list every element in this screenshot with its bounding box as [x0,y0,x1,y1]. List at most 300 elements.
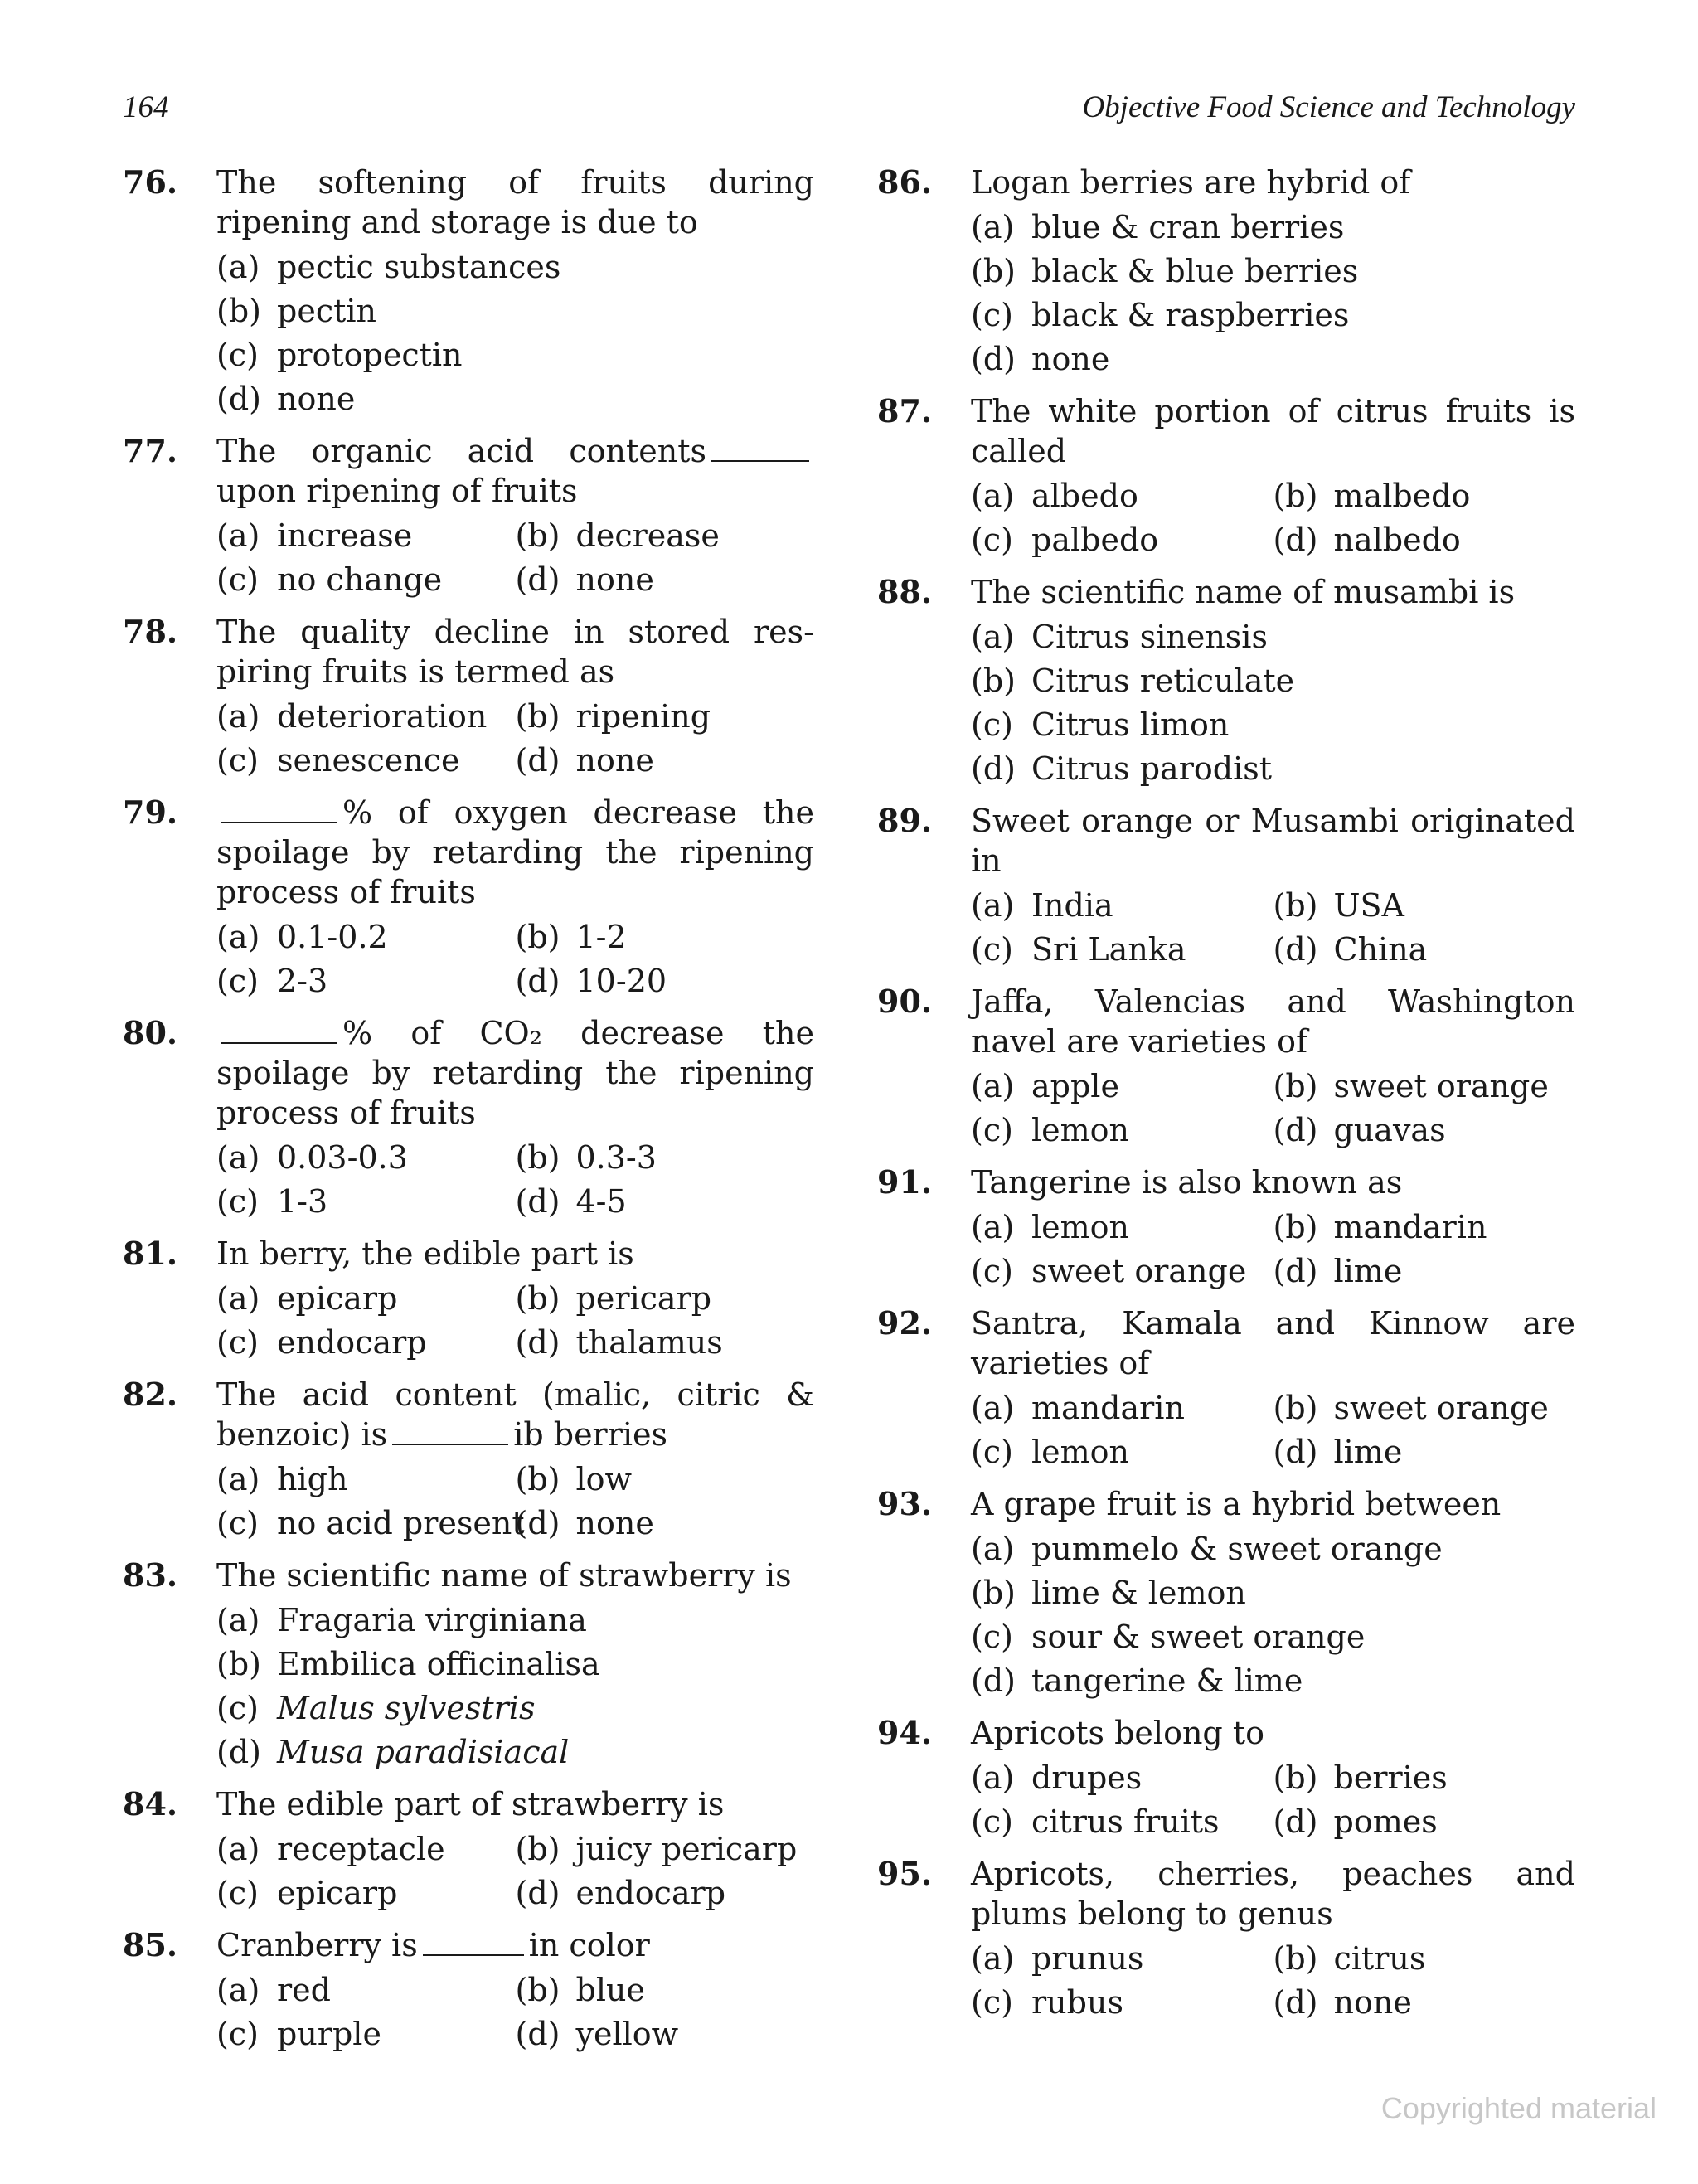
option-text: none [575,561,654,598]
question-number: 79. [123,794,178,831]
option-text: 4-5 [575,1183,627,1220]
question-number: 83. [123,1556,178,1594]
question-text [971,1303,1575,1383]
answer-option [216,1827,516,1871]
option-label: (d) [515,561,560,598]
question-text [971,391,1575,471]
question-item [877,1713,1575,1844]
question-number: 90. [877,983,933,1020]
answer-option [971,518,1274,562]
answer-option [216,558,516,602]
option-label: (a) [216,517,260,554]
option-text: lime [1333,1434,1403,1470]
answer-option [1274,1206,1576,1250]
option-label: (d) [515,2016,560,2052]
option-text: epicarp [277,1280,398,1317]
question-text [971,1162,1575,1202]
option-label: (d) [216,381,261,417]
answer-option [216,695,516,739]
answer-option [216,333,814,377]
question-number: 81. [123,1235,178,1272]
option-text: prunus [1031,1940,1144,1977]
option-label: (c) [216,337,259,373]
answer-option [1274,518,1576,562]
question-item [123,1555,814,1774]
answer-option [216,739,516,783]
option-text: endocarp [277,1324,427,1361]
options-list [216,1599,814,1774]
option-text: pummelo & sweet orange [1031,1531,1443,1567]
option-text: palbedo [1031,522,1159,558]
option-text: black & raspberries [1031,297,1350,333]
options-list [971,615,1575,791]
question-text-segment: The quality decline in stored res-piring fruits is termed as [216,614,814,690]
question-text-segment: The scientific name of musambi is [971,574,1516,610]
answer-option [971,1527,1575,1571]
option-text: blue & cran berries [1031,209,1345,245]
option-text: mandarin [1333,1209,1487,1245]
question-text [216,1784,814,1824]
option-label: (a) [971,1759,1015,1796]
answer-option [216,1458,516,1502]
option-text: sweet orange [1031,1253,1247,1289]
question-text [216,1555,814,1595]
answer-option [216,1180,516,1224]
option-label: (a) [216,1139,260,1176]
question-text [971,1484,1575,1524]
question-text-segment: in color [528,1927,650,1963]
question-item [877,1303,1575,1474]
question-text-segment: In berry, the edible part is [216,1235,634,1272]
option-text: nalbedo [1333,522,1461,558]
answer-option [971,1800,1274,1844]
question-text [216,1234,814,1274]
answer-option [1274,884,1576,928]
question-text-segment: Apricots belong to [971,1715,1264,1751]
answer-option [971,928,1274,972]
option-label: (b) [515,698,560,735]
option-text: senescence [277,742,460,779]
question-item [123,163,814,421]
option-text: berries [1333,1759,1448,1796]
options-list [216,1458,814,1546]
answer-option [216,1687,814,1730]
question-text-segment: ib berries [513,1416,668,1453]
answer-option [216,289,814,333]
option-label: (c) [971,706,1013,743]
options-list [971,1756,1575,1844]
answer-option [1274,1800,1576,1844]
option-label: (b) [216,293,261,329]
option-label: (a) [971,887,1015,924]
option-label: (d) [1273,1253,1318,1289]
options-list [216,1136,814,1224]
question-text [216,1925,814,1965]
answer-option [1274,1065,1576,1109]
option-label: (c) [971,522,1013,558]
option-text: 1-2 [575,919,627,955]
answer-option [971,1937,1274,1981]
copyright-watermark: Copyrighted material [1380,2091,1657,2125]
option-label: (a) [971,1209,1015,1245]
option-text: receptacle [277,1831,445,1867]
option-label: (d) [515,1324,560,1361]
options-list [216,1827,814,1915]
answer-option [216,1643,814,1687]
option-text: endocarp [575,1875,726,1911]
answer-option [516,959,815,1003]
question-number: 84. [123,1785,178,1822]
question-text [216,431,814,511]
option-label: (a) [971,1390,1015,1426]
answer-option [971,1571,1575,1615]
option-label: (b) [1273,1759,1318,1796]
answer-option [516,695,815,739]
answer-option [516,739,815,783]
fill-in-blank [221,1041,337,1044]
answer-option [971,474,1274,518]
option-label: (d) [1273,1803,1318,1840]
answer-option [971,659,1575,703]
question-text-segment: The acid content (malic, citric & benzoic) is [216,1376,814,1453]
option-label: (c) [216,1324,259,1361]
option-text: no acid present [277,1505,525,1541]
answer-option [971,1206,1274,1250]
option-label: (d) [515,742,560,779]
answer-option [216,1968,516,2012]
fill-in-blank [392,1443,508,1445]
answer-option [971,1386,1274,1430]
options-list [971,1386,1575,1474]
option-text: 0.3-3 [575,1139,657,1176]
question-number: 89. [877,802,933,839]
option-text: none [277,381,356,417]
question-number: 77. [123,432,178,469]
options-list [216,245,814,421]
question-number: 92. [877,1304,933,1342]
option-text: none [575,1505,654,1541]
option-text: pectic substances [277,249,561,285]
option-label: (a) [971,209,1015,245]
options-list [971,1527,1575,1703]
question-item [877,1162,1575,1293]
question-text-segment: Logan berries are hybrid of [971,164,1411,201]
question-number: 76. [123,163,178,201]
option-text: purple [277,2016,381,2052]
option-text: Citrus sinensis [1031,619,1268,655]
question-text [971,801,1575,881]
answer-option [216,1599,814,1643]
answer-option [216,1136,516,1180]
question-text-segment: The organic acid contents [216,433,706,469]
answer-option [971,337,1575,381]
running-title: Objective Food Science and Technology [1082,90,1575,124]
option-text: lemon [1031,1209,1130,1245]
option-text: lime [1333,1253,1403,1289]
option-label: (a) [216,1280,260,1317]
option-label: (b) [515,919,560,955]
question-text-segment: Apricots, cherries, peaches and plums belong to genus [971,1856,1575,1932]
question-number: 82. [123,1376,178,1413]
option-text: guavas [1333,1112,1446,1148]
option-text: increase [277,517,413,554]
option-label: (b) [1273,478,1318,514]
option-label: (a) [971,1940,1015,1977]
question-text [971,1854,1575,1934]
option-label: (c) [216,1875,259,1911]
option-label: (a) [216,919,260,955]
answer-option [516,915,815,959]
option-text: Sri Lanka [1031,931,1186,968]
option-text: Citrus parodist [1031,750,1272,787]
question-number: 95. [877,1855,933,1892]
options-list [216,695,814,783]
question-text-segment: The edible part of strawberry is [216,1786,725,1822]
left-column [123,163,814,2066]
option-label: (d) [1273,522,1318,558]
option-text: pomes [1333,1803,1438,1840]
question-text [216,1375,814,1454]
option-text: no change [277,561,443,598]
option-text: lime & lemon [1031,1575,1246,1611]
option-text: Malus sylvestris [277,1690,536,1726]
answer-option [1274,1386,1576,1430]
question-text [971,1713,1575,1753]
option-text: ripening [575,698,711,735]
option-label: (a) [216,698,260,735]
option-label: (a) [216,1602,260,1638]
answer-option [971,1615,1575,1659]
option-text: Musa paradisiacal [277,1734,570,1770]
answer-option [1274,1981,1576,2025]
question-text-segment: % of CO₂ decrease the spoilage by retarding the ripening process of fruits [216,1015,814,1131]
question-number: 93. [877,1485,933,1522]
option-label: (a) [971,1068,1015,1104]
option-text: Citrus reticulate [1031,662,1295,699]
page-number: 164 [123,90,169,124]
option-text: malbedo [1333,478,1471,514]
option-label: (a) [216,1831,260,1867]
option-text: yellow [575,2016,679,2052]
answer-option [516,1871,815,1915]
question-text-segment: Tangerine is also known as [971,1164,1403,1201]
option-label: (b) [216,1646,261,1682]
question-text-segment: Cranberry is [216,1927,418,1963]
option-text: China [1333,931,1428,968]
option-label: (d) [1273,931,1318,968]
option-label: (c) [971,1984,1013,2021]
answer-option [216,1321,516,1365]
option-text: tangerine & lime [1031,1662,1303,1699]
question-number: 85. [123,1926,178,1963]
option-label: (d) [515,1875,560,1911]
option-label: (b) [1273,1940,1318,1977]
options-list [971,884,1575,972]
question-text [216,612,814,692]
answer-option [1274,1430,1576,1474]
option-text: 0.03-0.3 [277,1139,408,1176]
options-list [216,1277,814,1365]
option-label: (c) [971,1803,1013,1840]
option-text: epicarp [277,1875,398,1911]
question-item [877,391,1575,562]
option-label: (c) [971,1434,1013,1470]
answer-option [516,1502,815,1546]
option-text: pericarp [575,1280,712,1317]
answer-option [216,245,814,289]
answer-option [971,294,1575,337]
option-text: albedo [1031,478,1138,514]
option-label: (b) [515,1972,560,2008]
answer-option [1274,928,1576,972]
answer-option [516,2012,815,2056]
question-item [123,1784,814,1915]
option-label: (a) [216,1461,260,1497]
answer-option [216,2012,516,2056]
option-text: India [1031,887,1113,924]
question-number: 86. [877,163,933,201]
option-text: red [277,1972,331,2008]
option-label: (b) [515,1280,560,1317]
question-item [877,572,1575,791]
option-label: (c) [971,1619,1013,1655]
option-label: (d) [971,1662,1016,1699]
question-text [971,982,1575,1061]
option-text: protopectin [277,337,463,373]
option-text: deterioration [277,698,488,735]
answer-option [216,1871,516,1915]
option-text: USA [1333,887,1404,924]
option-text: blue [575,1972,645,2008]
question-text-segment: The white portion of citrus fruits is called [971,393,1575,469]
option-label: (b) [515,1139,560,1176]
answer-option [516,1827,815,1871]
answer-option [971,1065,1274,1109]
option-label: (c) [216,1690,259,1726]
option-text: Fragaria virginiana [277,1602,587,1638]
question-text-segment: Sweet orange or Musambi originated in [971,803,1575,879]
option-label: (c) [971,1112,1013,1148]
answer-option [216,377,814,421]
option-text: citrus fruits [1031,1803,1220,1840]
option-label: (b) [1273,1068,1318,1104]
answer-option [516,1968,815,2012]
options-list [216,915,814,1003]
fill-in-blank [423,1953,524,1956]
option-label: (b) [971,1575,1016,1611]
option-text: apple [1031,1068,1119,1104]
option-text: pectin [277,293,376,329]
answer-option [971,206,1575,250]
answer-option [971,747,1575,791]
option-label: (b) [515,1831,560,1867]
answer-option [1274,1250,1576,1293]
option-label: (a) [971,1531,1015,1567]
answer-option [971,1109,1274,1153]
option-label: (d) [1273,1434,1318,1470]
question-item [877,801,1575,972]
question-text [971,572,1575,612]
option-text: sour & sweet orange [1031,1619,1366,1655]
option-label: (b) [515,517,560,554]
answer-option [216,1502,525,1546]
option-text: high [277,1461,348,1497]
answer-option [971,615,1575,659]
answer-option [216,959,516,1003]
answer-option [971,250,1575,294]
option-label: (c) [971,297,1013,333]
option-text: sweet orange [1333,1390,1549,1426]
option-label: (a) [216,249,260,285]
option-text: lemon [1031,1434,1130,1470]
answer-option [971,1659,1575,1703]
question-item [877,1484,1575,1703]
answer-option [516,1180,815,1224]
question-item [123,793,814,1003]
answer-option [516,558,815,602]
option-text: low [575,1461,633,1497]
option-text: rubus [1031,1984,1123,2021]
option-label: (a) [971,619,1015,655]
answer-option [971,703,1575,747]
option-text: lemon [1031,1112,1130,1148]
question-text [971,163,1575,202]
question-item [123,1013,814,1224]
option-label: (d) [971,750,1016,787]
question-item [877,1854,1575,2025]
page-header [123,90,1575,139]
option-label: (b) [1273,887,1318,924]
answer-option [1274,474,1576,518]
question-number: 87. [877,392,933,430]
answer-option [1274,1109,1576,1153]
question-number: 94. [877,1714,933,1751]
question-item [123,1234,814,1365]
right-column [877,163,1575,2035]
option-label: (d) [515,963,560,999]
question-number: 88. [877,573,933,610]
question-number: 91. [877,1163,933,1201]
answer-option [971,1250,1274,1293]
fill-in-blank [221,821,337,823]
options-list [971,474,1575,562]
options-list [971,206,1575,381]
option-text: mandarin [1031,1390,1185,1426]
answer-option [216,1277,516,1321]
option-text: thalamus [575,1324,723,1361]
question-item [123,1925,814,2056]
option-label: (d) [515,1183,560,1220]
options-list [971,1937,1575,2025]
question-text-segment: upon ripening of fruits [216,473,578,509]
option-text: Citrus limon [1031,706,1230,743]
answer-option [216,514,516,558]
option-label: (c) [216,963,259,999]
options-list [971,1065,1575,1153]
option-label: (b) [1273,1390,1318,1426]
option-label: (c) [216,1505,259,1541]
answer-option [516,514,815,558]
question-text [216,1013,814,1133]
option-label: (c) [971,931,1013,968]
option-text: juicy pericarp [575,1831,798,1867]
option-text: citrus [1333,1940,1426,1977]
option-label: (b) [971,253,1016,289]
option-text: 2-3 [277,963,328,999]
question-item [877,163,1575,381]
question-item [123,431,814,602]
option-text: none [1031,341,1110,377]
